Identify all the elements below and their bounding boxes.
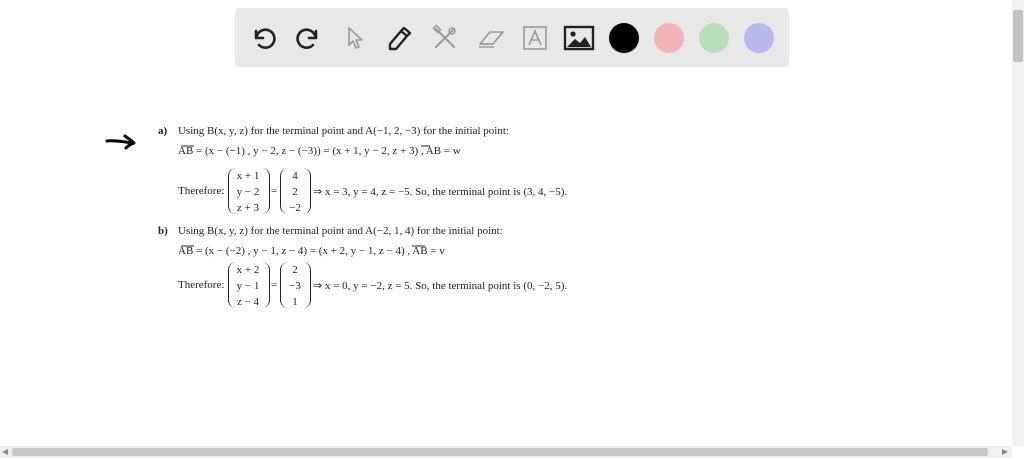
scroll-right-icon[interactable]: ▶ [1002,447,1009,456]
vector-entry: y − 2 [236,186,260,198]
part-a-therefore: Therefore: [178,185,225,197]
vertical-scrollbar[interactable] [1012,0,1024,446]
part-b-right-vector [286,262,304,310]
text-icon[interactable] [519,22,551,54]
color-swatch-green[interactable] [699,23,729,53]
vector-entry: z + 3 [236,202,260,214]
vertical-scroll-thumb[interactable] [1013,10,1023,62]
paren-right [303,168,311,214]
vector-entry: 2 [292,186,298,198]
part-a-equals: = [271,185,278,197]
redo-icon[interactable] [293,22,325,54]
part-b-therefore: Therefore: [178,279,225,291]
paren-right [262,262,270,308]
vector-entry: x + 2 [236,264,260,276]
paren-right [262,168,270,214]
part-a-vector-overlines [180,143,430,149]
pointer-icon[interactable] [339,22,371,54]
vector-entry: 2 [292,264,298,276]
part-a-line1: Using B(x, y, z) for the terminal point and A(−1, 2, −3) for the initial point: [178,125,509,137]
color-swatch-black[interactable] [609,23,639,53]
paren-right [303,262,311,308]
vector-entry: 4 [292,170,298,182]
pen-icon[interactable] [383,22,415,54]
vector-entry: 1 [292,296,298,308]
part-a-label: a) [158,125,168,137]
part-b-line2: AB = (x − (−2) , y − 1, z − 4) = (x + 2, y − 1, z − 4) , AB = v [178,245,445,257]
color-swatch-pink[interactable] [654,23,684,53]
part-a-conclusion: ⇒ x = 3, y = 4, z = −5. So, the terminal point is (3, 4, −5). [313,186,568,198]
drawing-toolbar [235,8,789,67]
tools-icon[interactable] [429,22,461,54]
color-swatch-purple[interactable] [744,23,774,53]
part-b-vector-overlines [180,243,430,249]
vector-entry: x + 1 [236,170,260,182]
vector-entry: −2 [289,202,301,214]
eraser-icon[interactable] [475,22,507,54]
part-b-conclusion: ⇒ x = 0, y = −2, z = 5. So, the terminal point is (0, −2, 5). [313,280,568,292]
vector-entry: y − 1 [236,280,260,292]
part-a-line2: AB = (x − (−1) , y − 2, z − (−3)) = (x + 1, y − 2, z + 3) , AB = w [178,145,461,157]
arrow-annotation-icon [104,130,138,150]
part-b-left-vector [234,262,262,310]
undo-icon[interactable] [247,22,279,54]
scroll-left-icon[interactable]: ◀ [2,447,9,456]
part-b-label: b) [158,225,168,237]
vector-entry: −3 [289,280,301,292]
horizontal-scroll-thumb[interactable] [12,448,988,456]
part-a-right-vector [286,168,304,216]
horizontal-scrollbar[interactable] [0,446,1012,458]
part-b-line1: Using B(x, y, z) for the terminal point and A(−2, 1, 4) for the initial point: [178,225,503,237]
image-icon[interactable] [563,22,595,54]
vector-entry: z − 4 [236,296,260,308]
part-b-equals: = [271,279,278,291]
part-a-left-vector [234,168,262,216]
